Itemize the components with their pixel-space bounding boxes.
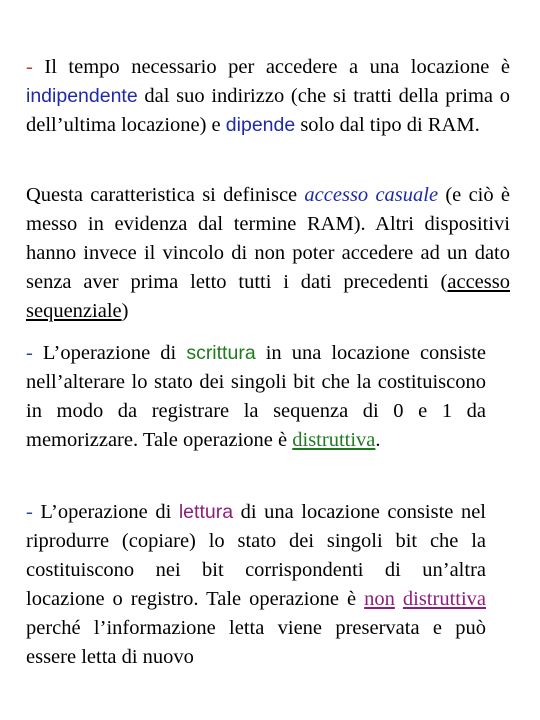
bullet-dash: -: [26, 56, 33, 78]
bullet-dash: -: [26, 501, 33, 523]
keyword-scrittura: scrittura: [186, 342, 256, 364]
text-segment: Il tempo necessario per accedere a una locazione è: [32, 56, 510, 78]
keyword-distruttiva: distruttiva: [292, 429, 376, 451]
text-segment: L’operazione di: [32, 342, 187, 364]
paragraph-read-operation: [26, 498, 486, 672]
text-segment: di una locazione consiste nel riprodurre (copiare) lo stato dei singoli bit che la costituiscono nei bit corrispondenti di un’altra locazione o registro. Tale operazione è: [26, 501, 486, 610]
text-segment: perché l’informazione letta viene preservata e può essere letta di nuovo: [26, 617, 486, 668]
text-segment: ): [121, 300, 129, 322]
keyword-non: non: [364, 588, 395, 610]
text-segment: (e ciò è messo in evidenza dal termine RAM). Altri dispositivi hanno invece il vincolo di non poter accedere ad un dato senza aver prima letto tutti i dati precedenti (: [26, 184, 510, 293]
text-segment: dal suo indirizzo (che si tratti della prima o dell’ultima locazione) e: [26, 85, 510, 136]
keyword-dipende: dipende: [225, 114, 296, 136]
text-segment: in una locazione consiste nell’alterare lo stato dei singoli bit che la costituiscono in modo da registrare la sequenza di 0 e 1 da memorizzare. Tale operazione è: [26, 342, 486, 451]
paragraph-random-access: [26, 181, 510, 326]
text-segment: [395, 588, 403, 610]
text-segment: solo dal tipo di RAM.: [295, 114, 480, 136]
keyword-accesso-casuale: accesso casuale: [304, 184, 439, 206]
keyword-indipendente: indipendente: [26, 85, 138, 107]
text-segment: .: [375, 429, 381, 451]
text-segment: L’operazione di: [32, 501, 179, 523]
paragraph-write-operation: [26, 339, 486, 455]
keyword-distruttiva: distruttiva: [402, 588, 487, 610]
keyword-lettura: lettura: [178, 501, 234, 523]
text-segment: Questa caratteristica si definisce: [26, 184, 305, 206]
keyword-accesso-sequenziale: accesso sequenziale: [26, 271, 510, 322]
bullet-dash: -: [26, 342, 33, 364]
paragraph-access-time: [26, 53, 510, 140]
